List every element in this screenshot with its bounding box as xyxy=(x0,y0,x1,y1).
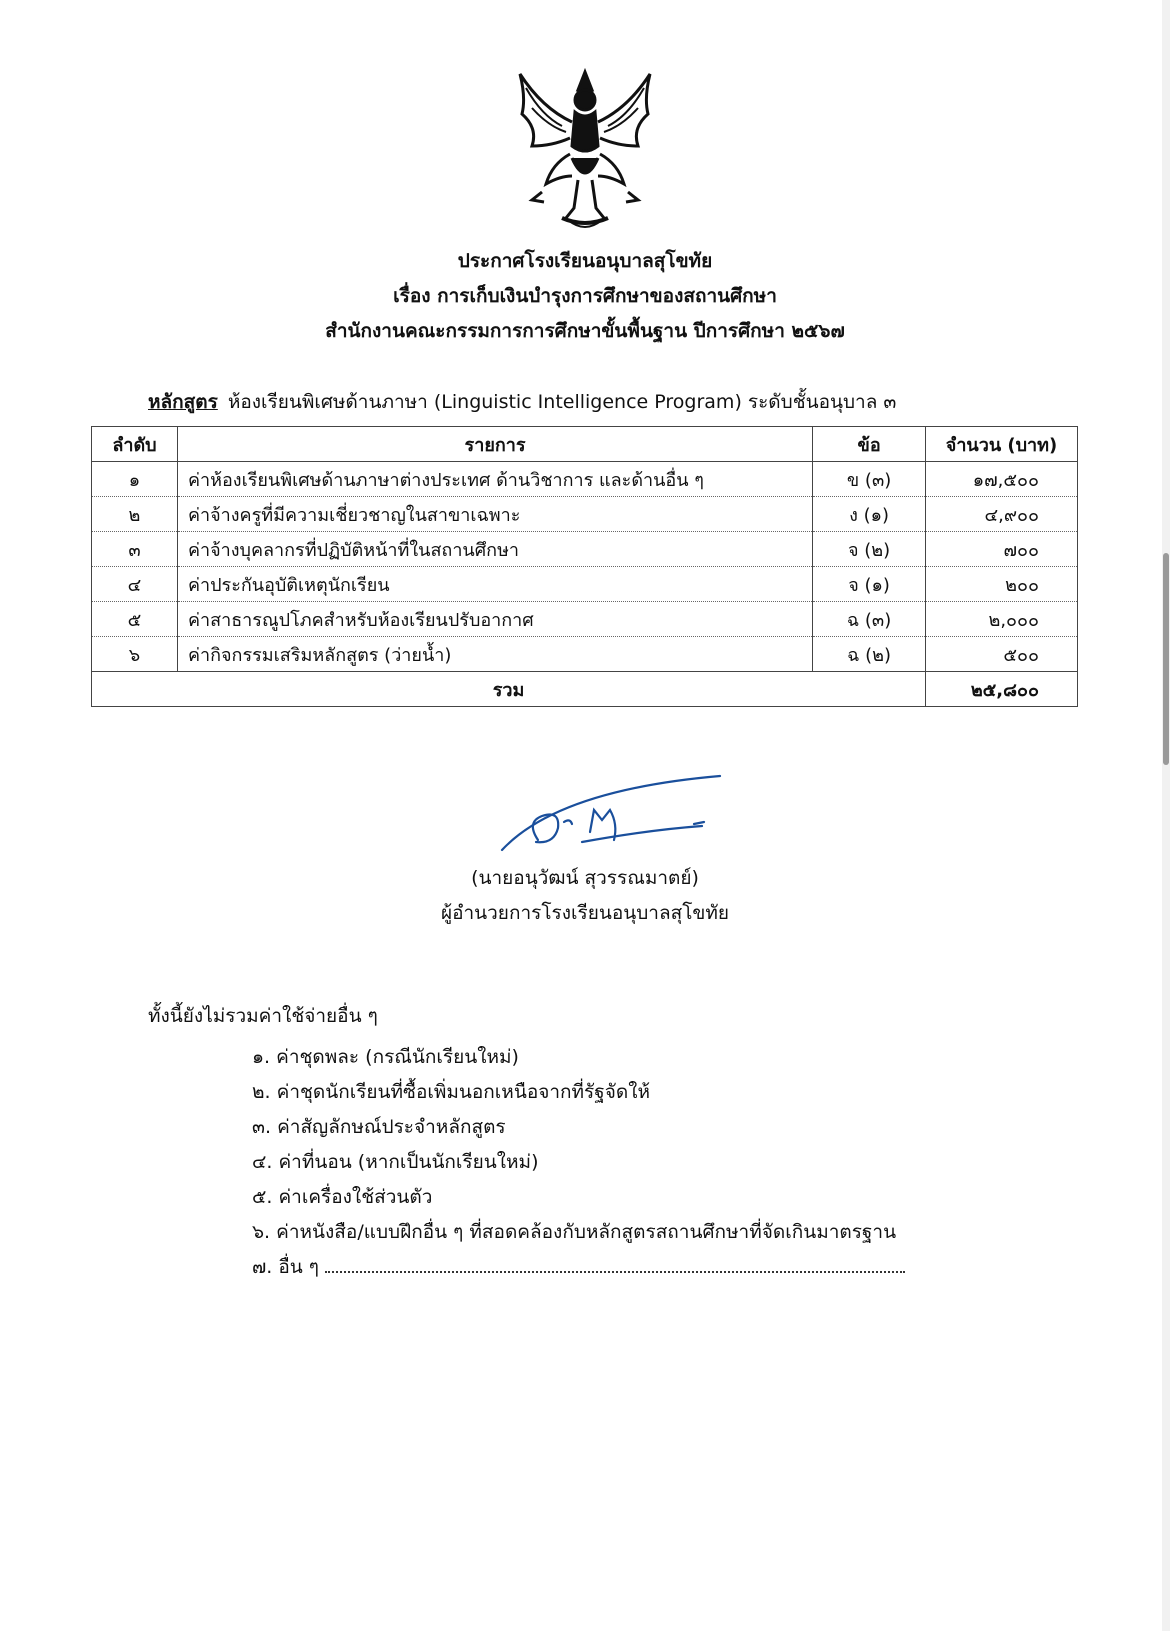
list-item: ๑. ค่าชุดพละ (กรณีนักเรียนใหม่) xyxy=(252,1046,519,1068)
row-no: ๖ xyxy=(92,637,178,672)
fee-table xyxy=(91,426,1078,707)
scrollbar-track[interactable] xyxy=(1162,0,1170,1631)
course-label: หลักสูตร xyxy=(148,391,218,413)
row-item: ค่าประกันอุบัติเหตุนักเรียน xyxy=(177,567,812,602)
row-item: ค่าห้องเรียนพิเศษด้านภาษาต่างประเทศ ด้านวิชาการ และด้านอื่น ๆ xyxy=(177,462,812,497)
row-item: ค่าจ้างครูที่มีความเชี่ยวชาญในสาขาเฉพาะ xyxy=(177,497,812,532)
header-item: รายการ xyxy=(177,427,812,462)
list-item: ๓. ค่าสัญลักษณ์ประจำหลักสูตร xyxy=(252,1116,506,1138)
row-item: ค่ากิจกรรมเสริมหลักสูตร (ว่ายน้ำ) xyxy=(177,637,812,672)
list-item-other xyxy=(252,1250,905,1285)
row-amount: ๒,๐๐๐ xyxy=(926,602,1078,637)
row-amount: ๔,๙๐๐ xyxy=(926,497,1078,532)
table-row xyxy=(92,462,1078,497)
header-no: ลำดับ xyxy=(92,427,178,462)
row-item: ค่าสาธารณูปโภคสำหรับห้องเรียนปรับอากาศ xyxy=(177,602,812,637)
announcement-office-year: สำนักงานคณะกรรมการการศึกษาขั้นพื้นฐาน ปีการศึกษา ๒๕๖๗ xyxy=(325,320,845,342)
row-clause: ฉ (๒) xyxy=(813,637,926,672)
table-row xyxy=(92,637,1078,672)
list-item: ๒. ค่าชุดนักเรียนที่ซื้อเพิ่มนอกเหนือจากที่รัฐจัดให้ xyxy=(252,1081,651,1103)
signer-title: ผู้อำนวยการโรงเรียนอนุบาลสุโขทัย xyxy=(440,902,730,924)
garuda-emblem-icon xyxy=(512,68,658,234)
notes-list xyxy=(252,1040,905,1285)
row-no: ๓ xyxy=(92,532,178,567)
announcement-subject: เรื่อง การเก็บเงินบำรุงการศึกษาของสถานศึกษา xyxy=(393,285,777,307)
signature-image xyxy=(498,770,738,862)
course-name: ห้องเรียนพิเศษด้านภาษา (Linguistic Intelligence Program) ระดับชั้นอนุบาล ๓ xyxy=(227,391,897,413)
table-row xyxy=(92,602,1078,637)
row-clause: ข (๓) xyxy=(813,462,926,497)
row-amount: ๒๐๐ xyxy=(926,567,1078,602)
fee-table-header-row xyxy=(92,427,1078,462)
row-item: ค่าจ้างบุคลากรที่ปฏิบัติหน้าที่ในสถานศึกษา xyxy=(177,532,812,567)
row-clause: ง (๑) xyxy=(813,497,926,532)
row-clause: จ (๑) xyxy=(813,567,926,602)
row-no: ๒ xyxy=(92,497,178,532)
announcement-title: ประกาศโรงเรียนอนุบาลสุโขทัย xyxy=(457,250,713,272)
row-no: ๑ xyxy=(92,462,178,497)
scrollbar-thumb[interactable] xyxy=(1163,553,1169,765)
table-row xyxy=(92,532,1078,567)
list-item: ๔. ค่าที่นอน (หากเป็นนักเรียนใหม่) xyxy=(252,1151,539,1173)
header-clause: ข้อ xyxy=(813,427,926,462)
course-line xyxy=(148,390,896,414)
total-amount: ๒๕,๘๐๐ xyxy=(926,672,1078,707)
row-clause: จ (๒) xyxy=(813,532,926,567)
list-item: ๕. ค่าเครื่องใช้ส่วนตัว xyxy=(252,1186,433,1208)
header-amount: จำนวน (บาท) xyxy=(926,427,1078,462)
row-amount: ๑๗,๕๐๐ xyxy=(926,462,1078,497)
signer-name: (นายอนุวัฒน์ สุวรรณมาตย์) xyxy=(471,867,699,889)
row-no: ๔ xyxy=(92,567,178,602)
table-row xyxy=(92,567,1078,602)
row-amount: ๗๐๐ xyxy=(926,532,1078,567)
row-clause: ฉ (๓) xyxy=(813,602,926,637)
row-amount: ๕๐๐ xyxy=(926,637,1078,672)
list-item-label: ๗. อื่น ๆ xyxy=(252,1256,320,1278)
list-item: ๖. ค่าหนังสือ/แบบฝึกอื่น ๆ ที่สอดคล้องกับหลักสูตรสถานศึกษาที่จัดเกินมาตรฐาน xyxy=(252,1221,897,1243)
notes-heading: ทั้งนี้ยังไม่รวมค่าใช้จ่ายอื่น ๆ xyxy=(148,1005,378,1027)
table-row xyxy=(92,497,1078,532)
table-total-row xyxy=(92,672,1078,707)
row-no: ๕ xyxy=(92,602,178,637)
total-label: รวม xyxy=(92,672,926,707)
dotted-fill-line xyxy=(325,1253,905,1273)
